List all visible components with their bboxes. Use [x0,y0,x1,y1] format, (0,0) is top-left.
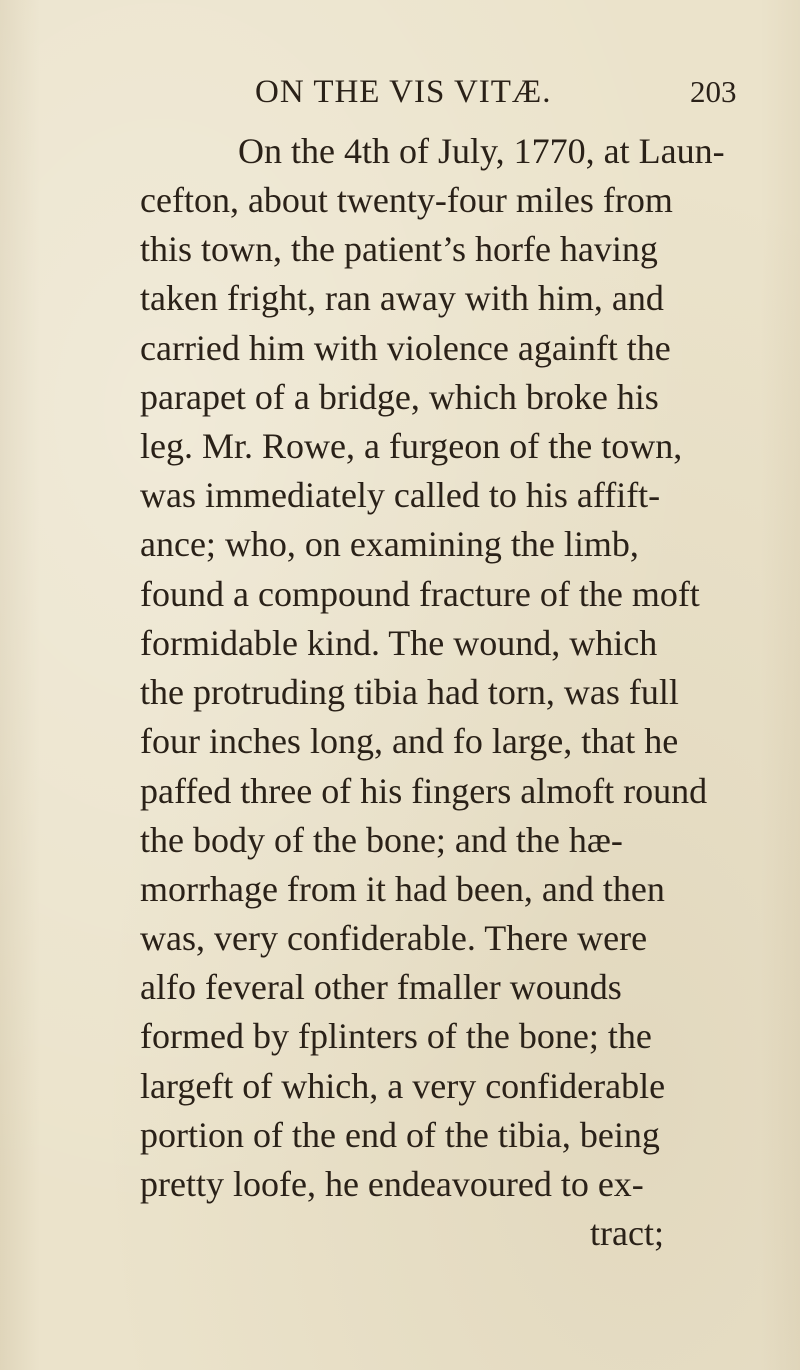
text-line: the protruding tibia had torn, was full [140,672,679,712]
text-line: ance; who, on examining the limb, [140,524,639,564]
page-header [0,74,800,118]
text-line: portion of the end of the tibia, being [140,1115,660,1155]
text-line: formed by fplinters of the bone; the [140,1016,652,1056]
catchword: tract; [590,1213,664,1253]
text-line: paffed three of his fingers almoft round [140,771,708,811]
text-line: pretty loofe, he endeavoured to ex- [140,1164,644,1204]
text-line: four inches long, and fo large, that he [140,721,679,761]
text-line: alfo feveral other fmaller wounds [140,967,622,1007]
text-line: parapet of a bridge, which broke his [140,377,659,417]
text-line: cefton, about twenty-four miles from [140,180,673,220]
text-line: the body of the bone; and the hæ- [140,820,623,860]
text-line: On the 4th of July, 1770, at Laun- [238,131,725,171]
text-line: formidable kind. The wound, which [140,623,658,663]
text-line: morrhage from it had been, and then [140,869,665,909]
running-head: ON THE VIS VITÆ. [255,74,552,110]
text-line: carried him with violence againft the [140,328,671,368]
text-line: leg. Mr. Rowe, a furgeon of the town, [140,426,683,466]
text-line: this town, the patient’s horfe having [140,229,658,269]
text-line: largeft of which, a very confiderable [140,1066,666,1106]
text-line: taken fright, ran away with him, and [140,278,664,318]
page-number: 203 [690,74,737,109]
text-line: was immediately called to his affift- [140,475,661,515]
text-line: found a compound fracture of the moft [140,574,700,614]
text-line: was, very confiderable. There were [140,918,648,958]
